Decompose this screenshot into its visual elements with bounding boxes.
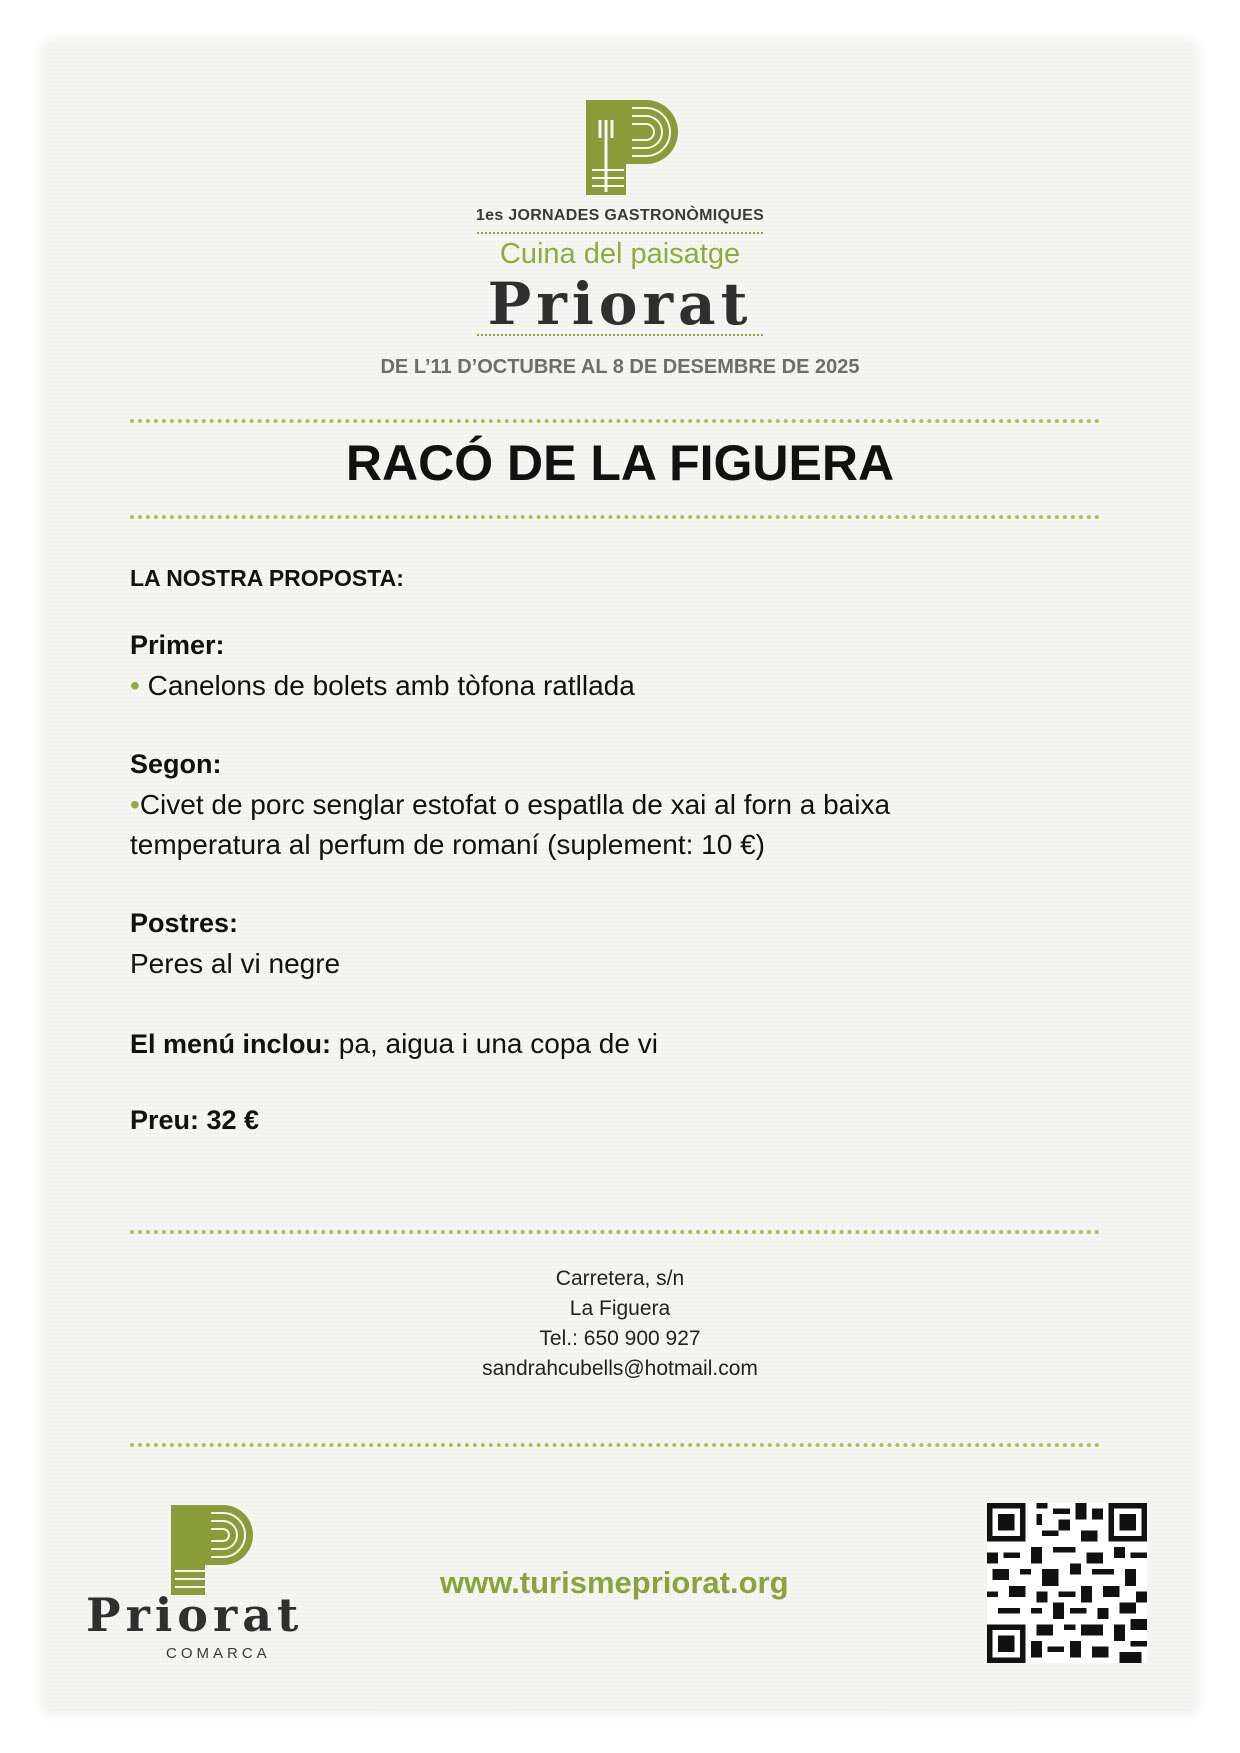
postres-item: Peres al vi negre [130, 948, 341, 979]
priorat-wordmark: Priorat [487, 270, 753, 338]
segon-label: Segon: [130, 749, 222, 779]
divider [477, 232, 763, 234]
jornades-heading: 1es JORNADES GASTRONÒMIQUES [475, 207, 765, 224]
event-dates: DE L’11 D’OCTUBRE AL 8 DE DESEMBRE DE 2025 [380, 356, 860, 378]
priorat-p-icon [165, 1505, 265, 1595]
divider [130, 515, 1100, 519]
segon-dish-line1: Civet de porc senglar estofat o espatlla de xai al forn a baixa [139, 789, 891, 820]
divider [477, 334, 763, 336]
inclou-line [130, 1024, 1110, 1064]
bullet-icon: • [130, 789, 140, 820]
footer-logo-wordmark: Priorat [86, 1588, 304, 1642]
restaurant-name: RACÓ DE LA FIGUERA [345, 435, 895, 491]
inclou-text: pa, aigua i una copa de vi [338, 1028, 658, 1059]
inclou-label: El menú inclou: [130, 1029, 332, 1059]
qr-code-icon [987, 1503, 1147, 1663]
priorat-p-fork-icon [586, 100, 686, 195]
segon-dish-line2: temperatura al perfum de romaní (suplement: 10 €) [130, 829, 765, 860]
postres-label: Postres: [130, 908, 239, 938]
divider [130, 1443, 1100, 1447]
address: Carretera, s/n [555, 1267, 685, 1290]
primer-label: Primer: [130, 630, 225, 660]
phone[interactable]: Tel.: 650 900 927 [539, 1327, 701, 1350]
email-link[interactable]: sandrahcubells@hotmail.com [482, 1357, 758, 1380]
price: Preu: 32 € [130, 1105, 260, 1135]
divider [130, 1230, 1100, 1234]
website-link[interactable]: www.turismepriorat.org [440, 1565, 789, 1600]
bullet-icon: • [130, 670, 140, 701]
primer-item [130, 666, 1110, 706]
divider [130, 419, 1100, 423]
footer-logo-sub: COMARCA [166, 1645, 271, 1662]
proposta-label: LA NOSTRA PROPOSTA: [130, 565, 404, 591]
primer-dish: Canelons de bolets amb tòfona ratllada [147, 670, 635, 701]
town: La Figuera [569, 1297, 671, 1320]
contact-block [0, 1264, 1240, 1384]
segon-item [130, 785, 1110, 865]
cuina-subtitle: Cuina del paisatge [499, 238, 741, 270]
